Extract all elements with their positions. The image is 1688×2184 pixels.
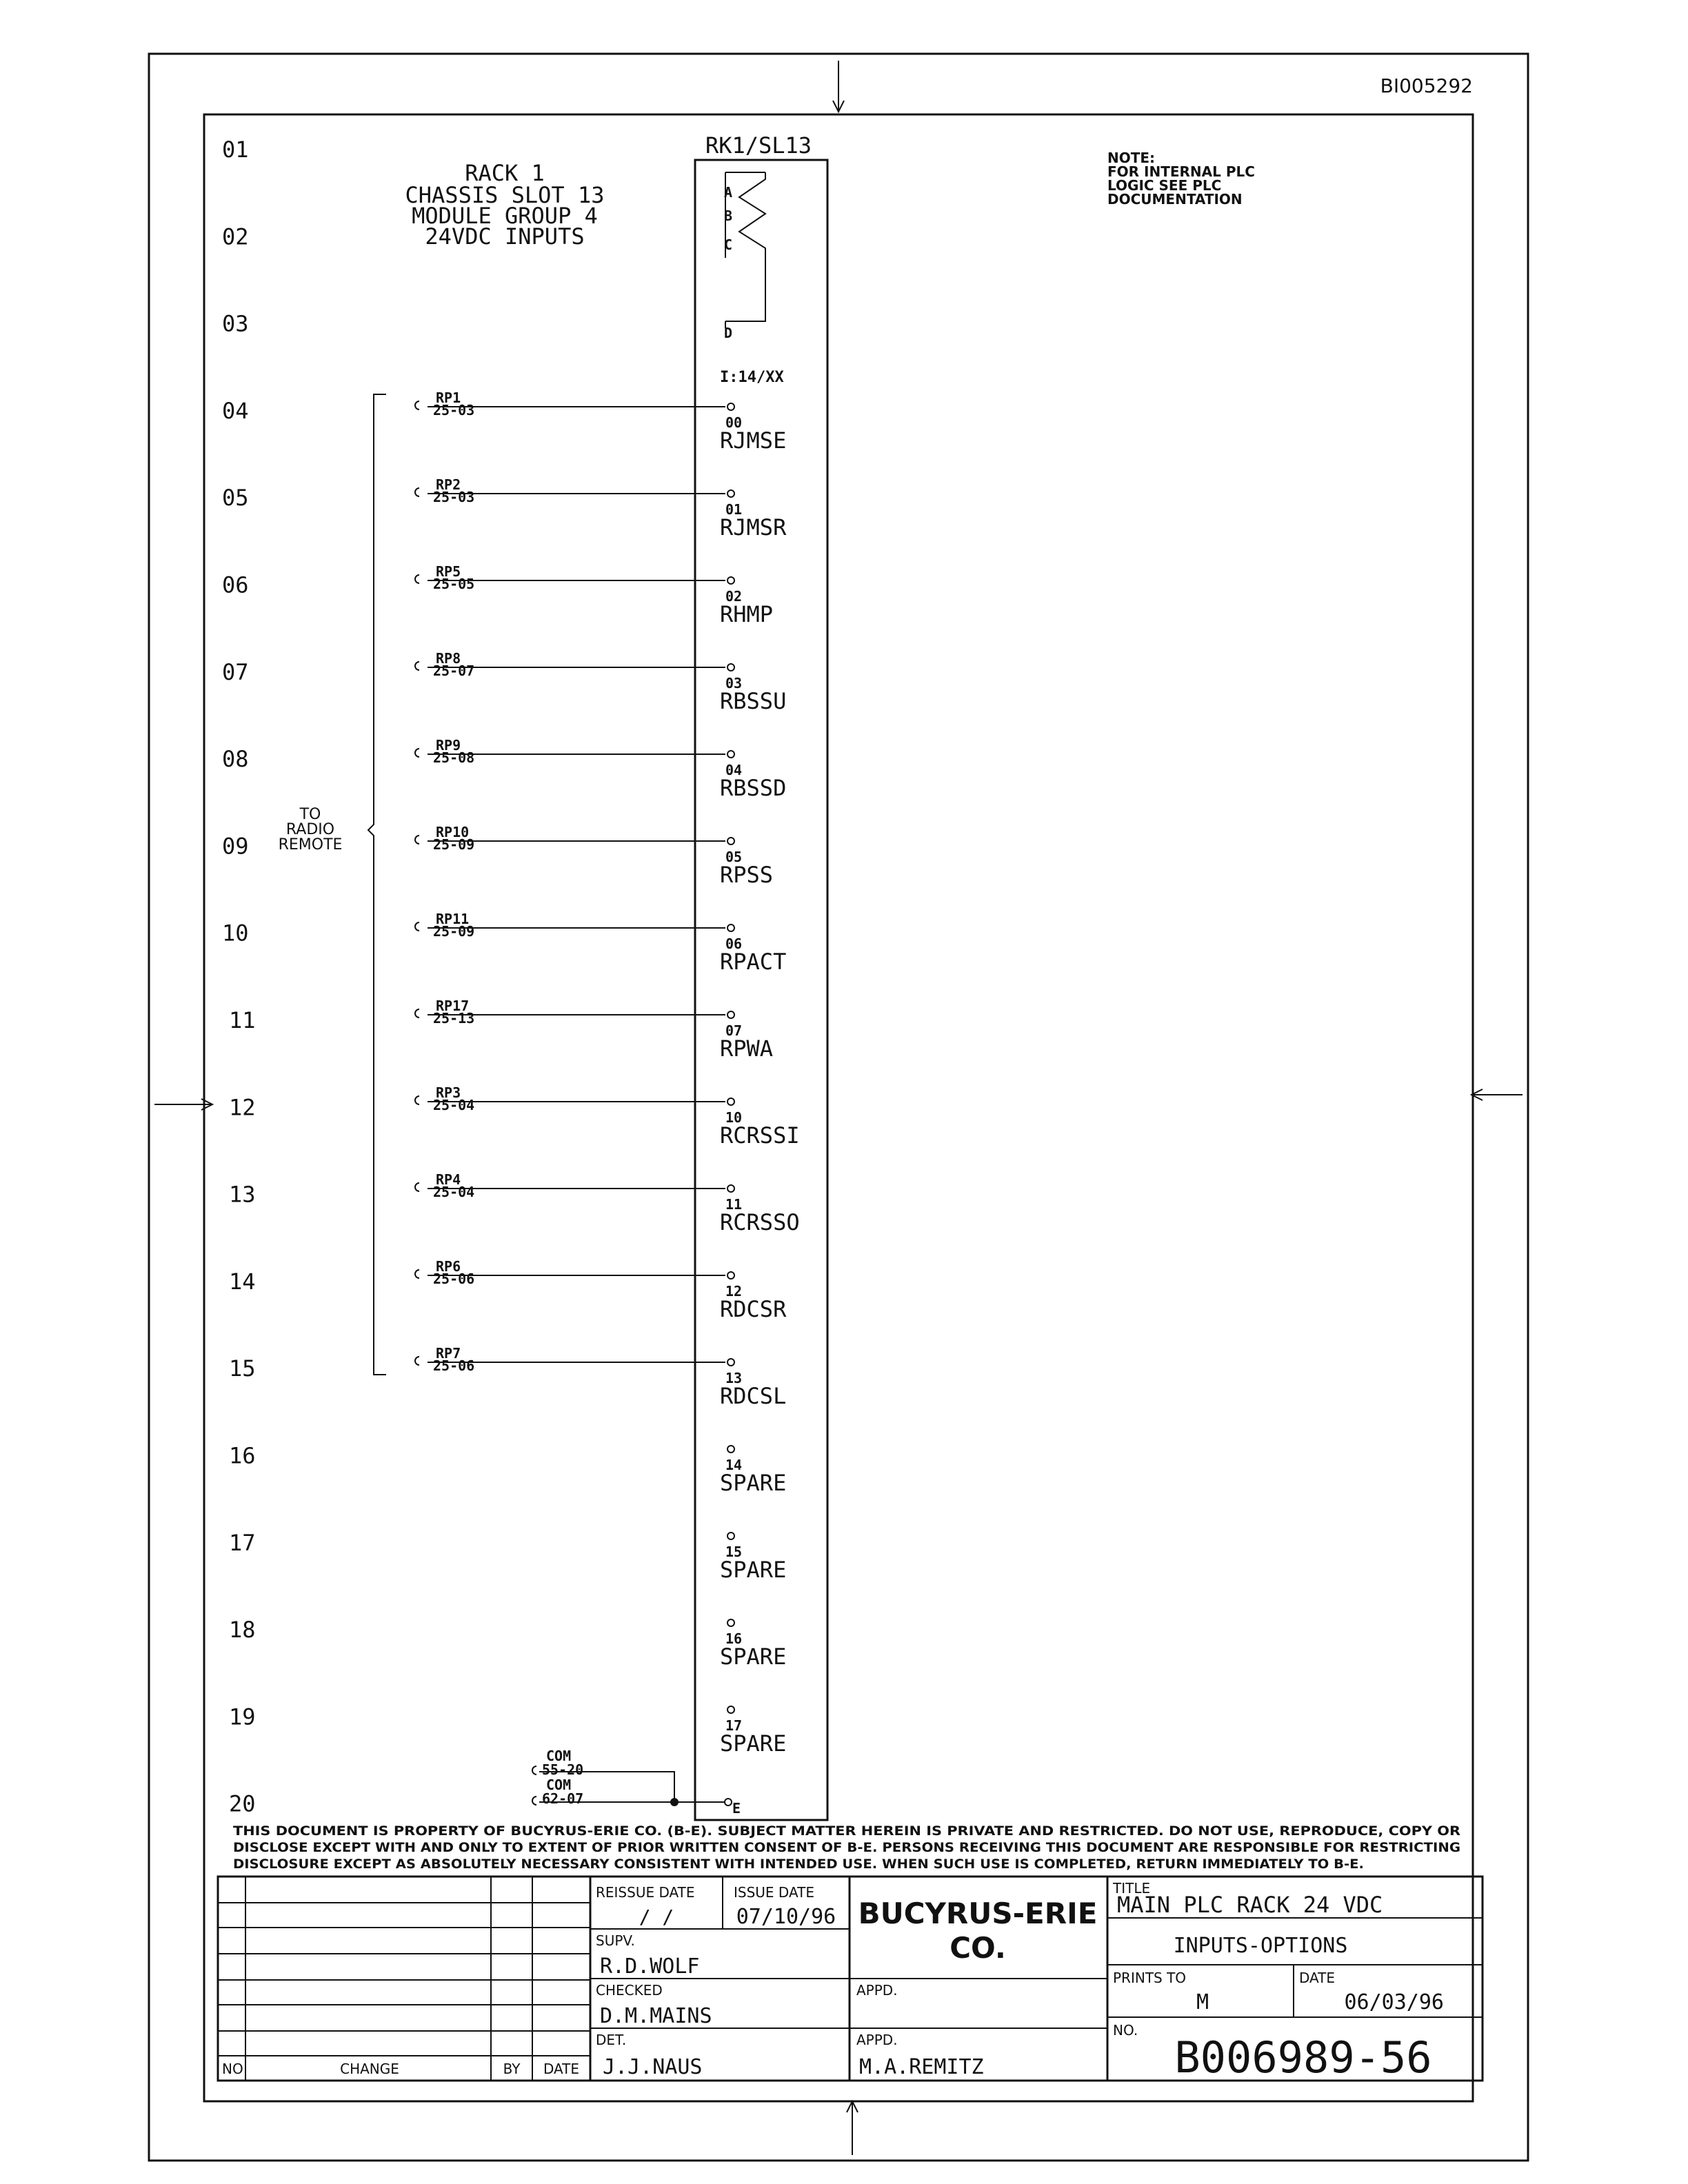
common-1-wire: COM bbox=[546, 1748, 572, 1764]
line-number: 03 bbox=[222, 310, 249, 337]
line-number: 01 bbox=[222, 136, 249, 163]
document-reference: BI005292 bbox=[1380, 74, 1473, 97]
line-number: 17 bbox=[229, 1529, 256, 1556]
company-suffix: CO. bbox=[950, 1931, 1006, 1965]
wire-ref: 25-03 bbox=[433, 489, 475, 505]
terminal-point bbox=[727, 490, 734, 497]
input-tag: SPARE bbox=[720, 1730, 787, 1757]
coil-terminal-c: C bbox=[724, 236, 733, 253]
rack-title bbox=[405, 160, 605, 250]
wire-id: RP6 bbox=[436, 1258, 461, 1275]
date-label: DATE bbox=[1299, 1970, 1336, 1986]
wire-connector-symbol bbox=[415, 922, 419, 931]
terminal-point bbox=[727, 1359, 734, 1366]
rev-header-by: BY bbox=[503, 2061, 521, 2077]
wire-id: RP1 bbox=[436, 390, 461, 406]
input-tag: RDCSL bbox=[720, 1383, 787, 1409]
input-bit: 04 bbox=[725, 762, 743, 778]
wire-ref: 25-03 bbox=[433, 402, 475, 418]
rack-title-line-2: CHASSIS SLOT 13 bbox=[405, 182, 605, 208]
input-channel bbox=[415, 1171, 800, 1235]
line-number: 19 bbox=[229, 1703, 256, 1730]
common-terminal-e: E bbox=[732, 1800, 741, 1817]
issue-date-label: ISSUE DATE bbox=[734, 1884, 814, 1901]
disclaimer-line-3: DISCLOSURE EXCEPT AS ABSOLUTELY NECESSARY CONSISTENT WITH INTENDED USE. WHEN SUCH USE IS COMPLETED, RETURN IMMEDIATELY TO B-E. bbox=[233, 1857, 1364, 1872]
wire-ref: 25-04 bbox=[433, 1097, 475, 1113]
wire-ref: 25-06 bbox=[433, 1357, 475, 1374]
wire-ref: 25-13 bbox=[433, 1010, 475, 1027]
common-1-ref: 55-20 bbox=[542, 1761, 584, 1778]
wire-id: RP4 bbox=[436, 1171, 461, 1188]
coil-terminal-d: D bbox=[724, 325, 733, 341]
input-bit: 05 bbox=[725, 849, 743, 865]
input-channel bbox=[415, 911, 786, 975]
line-number: 15 bbox=[229, 1355, 256, 1382]
input-channel bbox=[720, 1446, 786, 1496]
line-number: 04 bbox=[222, 397, 249, 424]
note-line-1: NOTE: bbox=[1107, 150, 1156, 166]
det-label: DET. bbox=[596, 2032, 627, 2048]
wire-connector-symbol bbox=[415, 1096, 419, 1104]
input-bit: 14 bbox=[725, 1457, 743, 1473]
drawing-title-line-1: MAIN PLC RACK 24 VDC bbox=[1117, 1892, 1383, 1918]
input-bit: 10 bbox=[725, 1109, 743, 1126]
reissue-date-label: REISSUE DATE bbox=[596, 1884, 695, 1901]
wire-id: RP3 bbox=[436, 1084, 461, 1101]
prints-to-label: PRINTS TO bbox=[1113, 1970, 1187, 1986]
terminal-point bbox=[727, 1185, 734, 1192]
input-bit: 07 bbox=[725, 1022, 743, 1039]
input-tag: RPSS bbox=[720, 862, 774, 888]
wire-id: RP2 bbox=[436, 476, 461, 493]
wire-connector-symbol bbox=[415, 401, 419, 410]
input-tag: RBSSU bbox=[720, 688, 787, 714]
wire-id: RP9 bbox=[436, 737, 461, 754]
module-label: RK1/SL13 bbox=[705, 132, 812, 159]
terminal-point bbox=[727, 924, 734, 931]
wire-connector-symbol bbox=[415, 662, 419, 670]
input-tag: RPWA bbox=[720, 1035, 774, 1062]
input-bit: 17 bbox=[725, 1717, 743, 1734]
input-bit: 16 bbox=[725, 1630, 743, 1647]
rev-header-change: CHANGE bbox=[340, 2061, 399, 2077]
input-bit: 06 bbox=[725, 936, 743, 952]
input-tag: RPACT bbox=[720, 949, 787, 975]
appd-label: APPD. bbox=[856, 1982, 898, 1999]
radio-label-line-3: REMOTE bbox=[278, 836, 343, 853]
wire-connector-symbol bbox=[415, 575, 419, 583]
input-channel bbox=[415, 824, 773, 888]
input-bit: 12 bbox=[725, 1283, 743, 1300]
date-value: 06/03/96 bbox=[1344, 1990, 1444, 2014]
input-channel bbox=[415, 1258, 787, 1322]
wire-connector-symbol bbox=[415, 836, 419, 844]
line-number: 16 bbox=[229, 1442, 256, 1469]
note-line-3: LOGIC SEE PLC bbox=[1107, 177, 1222, 194]
checked-value: D.M.MAINS bbox=[600, 2004, 712, 2028]
drawing-title-line-2: INPUTS-OPTIONS bbox=[1173, 1934, 1348, 1958]
line-number: 14 bbox=[229, 1268, 256, 1295]
line-number: 12 bbox=[229, 1094, 256, 1121]
title-label: TITLE bbox=[1113, 1880, 1151, 1897]
plc-note bbox=[1107, 150, 1255, 208]
center-mark-left bbox=[154, 1099, 212, 1110]
issue-date-value: 07/10/96 bbox=[736, 1905, 836, 1929]
input-bit: 03 bbox=[725, 675, 743, 691]
line-number: 20 bbox=[229, 1790, 256, 1817]
rev-header-no: NO bbox=[222, 2061, 243, 2077]
radio-remote-bracket bbox=[368, 394, 386, 1375]
wire-ref: 25-07 bbox=[433, 663, 475, 679]
terminal-point bbox=[727, 751, 734, 758]
terminal-point bbox=[727, 1098, 734, 1105]
terminal-point bbox=[727, 838, 734, 845]
terminal-point bbox=[727, 403, 734, 410]
input-bit: 01 bbox=[725, 501, 743, 518]
rack-title-line-1: RACK 1 bbox=[465, 160, 545, 186]
input-channel bbox=[415, 476, 787, 540]
radio-label-line-1: TO bbox=[299, 806, 321, 823]
drawing-title-fields bbox=[1112, 1880, 1444, 2083]
wire-connector-symbol bbox=[415, 488, 419, 496]
note-line-2: FOR INTERNAL PLC bbox=[1107, 163, 1255, 180]
terminal-point bbox=[727, 1011, 734, 1018]
center-mark-bottom bbox=[847, 2101, 858, 2155]
input-channel bbox=[415, 737, 786, 801]
terminal-point bbox=[727, 1272, 734, 1279]
wire-ref: 25-09 bbox=[433, 836, 475, 853]
wire-ref: 25-08 bbox=[433, 749, 475, 766]
wire-ref: 25-09 bbox=[433, 923, 475, 940]
input-channel bbox=[415, 1345, 786, 1409]
center-mark-top bbox=[833, 61, 844, 112]
coil-terminal-a: A bbox=[724, 184, 733, 201]
input-tag: RCRSSO bbox=[720, 1209, 800, 1235]
radio-remote-label bbox=[279, 806, 343, 853]
reissue-date-value: / / bbox=[639, 1905, 674, 1928]
input-channel bbox=[415, 650, 786, 714]
line-number: 13 bbox=[229, 1181, 256, 1208]
terminal-point bbox=[727, 1533, 734, 1539]
disclaimer-line-1: THIS DOCUMENT IS PROPERTY OF BUCYRUS-ERIE CO. (B-E). SUBJECT MATTER HEREIN IS PRIVATE AND RESTRICTED. DO NOT USE, REPRODUCE, COPY OR bbox=[233, 1823, 1461, 1839]
wire-id: RP10 bbox=[436, 824, 470, 840]
input-channel bbox=[720, 1619, 786, 1670]
input-channel bbox=[415, 998, 773, 1062]
input-tag: SPARE bbox=[720, 1470, 787, 1496]
signoff-fields bbox=[596, 1884, 1097, 2079]
wire-ref: 25-04 bbox=[433, 1184, 475, 1200]
prints-to-value: M bbox=[1196, 1990, 1209, 2014]
wire-connector-symbol bbox=[415, 1183, 419, 1191]
line-number: 02 bbox=[222, 223, 249, 250]
wire-connector-symbol bbox=[415, 1009, 419, 1018]
revision-headers bbox=[222, 2061, 579, 2077]
common-labels bbox=[542, 1748, 741, 1817]
terminal-point bbox=[727, 1446, 734, 1453]
terminal-point bbox=[727, 1619, 734, 1626]
rack-title-line-4: 24VDC INPUTS bbox=[425, 223, 585, 250]
wire-connector-symbol bbox=[415, 1357, 419, 1365]
rev-header-date: DATE bbox=[543, 2061, 580, 2077]
wire-ref: 25-05 bbox=[433, 576, 475, 592]
wire-connector-symbol bbox=[415, 749, 419, 757]
input-tag: RBSSD bbox=[720, 775, 787, 801]
wire-id: RP11 bbox=[436, 911, 470, 927]
wire-id: RP5 bbox=[436, 563, 461, 580]
note-line-4: DOCUMENTATION bbox=[1107, 191, 1243, 208]
input-tag: RCRSSI bbox=[720, 1122, 800, 1149]
line-number-column bbox=[222, 136, 256, 1817]
input-tag: RHMP bbox=[720, 601, 774, 627]
drawing-number: B006989-56 bbox=[1174, 2032, 1432, 2083]
line-number: 09 bbox=[222, 833, 249, 860]
wire-id: RP8 bbox=[436, 650, 461, 667]
disclaimer-text bbox=[233, 1823, 1460, 1872]
appd2-value: M.A.REMITZ bbox=[859, 2055, 984, 2079]
input-channel bbox=[720, 1706, 786, 1757]
input-tag: RDCSR bbox=[720, 1296, 787, 1322]
checked-label: CHECKED bbox=[596, 1982, 663, 1999]
coil-terminal-labels bbox=[724, 184, 732, 341]
disclaimer-line-2: DISCLOSE EXCEPT WITH AND ONLY TO EXTENT OF PRIOR WRITTEN CONSENT OF B-E. PERSONS RECEIVING THIS DOCUMENT ARE RESPONSIBLE FOR RESTRICTING bbox=[233, 1840, 1460, 1855]
line-number: 05 bbox=[222, 485, 249, 512]
radio-label-line-2: RADIO bbox=[285, 821, 335, 838]
line-number: 11 bbox=[229, 1007, 256, 1033]
module-address: I:14/XX bbox=[720, 369, 784, 386]
line-number: 18 bbox=[229, 1617, 256, 1644]
input-bit: 00 bbox=[725, 414, 743, 431]
terminal-point bbox=[727, 1706, 734, 1713]
center-mark-right bbox=[1471, 1089, 1523, 1100]
common-2-ref: 62-07 bbox=[542, 1790, 584, 1807]
supv-label: SUPV. bbox=[596, 1932, 635, 1949]
input-tag: RJMSE bbox=[720, 427, 787, 454]
line-number: 08 bbox=[222, 746, 249, 773]
wire-id: RP17 bbox=[436, 998, 470, 1014]
wire-connector-symbol bbox=[415, 1270, 419, 1278]
number-label: NO. bbox=[1113, 2022, 1138, 2039]
terminal-point bbox=[727, 577, 734, 584]
input-tag: SPARE bbox=[720, 1644, 787, 1670]
input-tag: SPARE bbox=[720, 1557, 787, 1583]
terminal-point bbox=[727, 664, 734, 671]
input-bit: 13 bbox=[725, 1370, 743, 1386]
company-name: BUCYRUS-ERIE bbox=[858, 1897, 1098, 1930]
input-tag: RJMSR bbox=[720, 514, 787, 540]
input-channel bbox=[415, 390, 786, 454]
appd2-label: APPD. bbox=[856, 2032, 898, 2048]
input-bit: 15 bbox=[725, 1544, 743, 1560]
line-number: 07 bbox=[222, 658, 249, 685]
coil-terminal-b: B bbox=[724, 208, 733, 224]
common-2-wire: COM bbox=[546, 1777, 572, 1793]
input-channel bbox=[415, 563, 773, 627]
input-channels bbox=[415, 390, 800, 1757]
det-value: J.J.NAUS bbox=[603, 2055, 703, 2079]
input-channel bbox=[720, 1533, 786, 1583]
rack-title-line-3: MODULE GROUP 4 bbox=[412, 203, 598, 229]
input-bit: 11 bbox=[725, 1196, 743, 1213]
input-bit: 02 bbox=[725, 588, 743, 605]
line-number: 06 bbox=[222, 572, 249, 598]
line-number: 10 bbox=[222, 920, 249, 947]
input-channel bbox=[415, 1084, 800, 1149]
inner-border bbox=[204, 114, 1473, 2101]
wire-ref: 25-06 bbox=[433, 1271, 475, 1287]
wire-id: RP7 bbox=[436, 1345, 461, 1362]
supv-value: R.D.WOLF bbox=[600, 1954, 700, 1979]
